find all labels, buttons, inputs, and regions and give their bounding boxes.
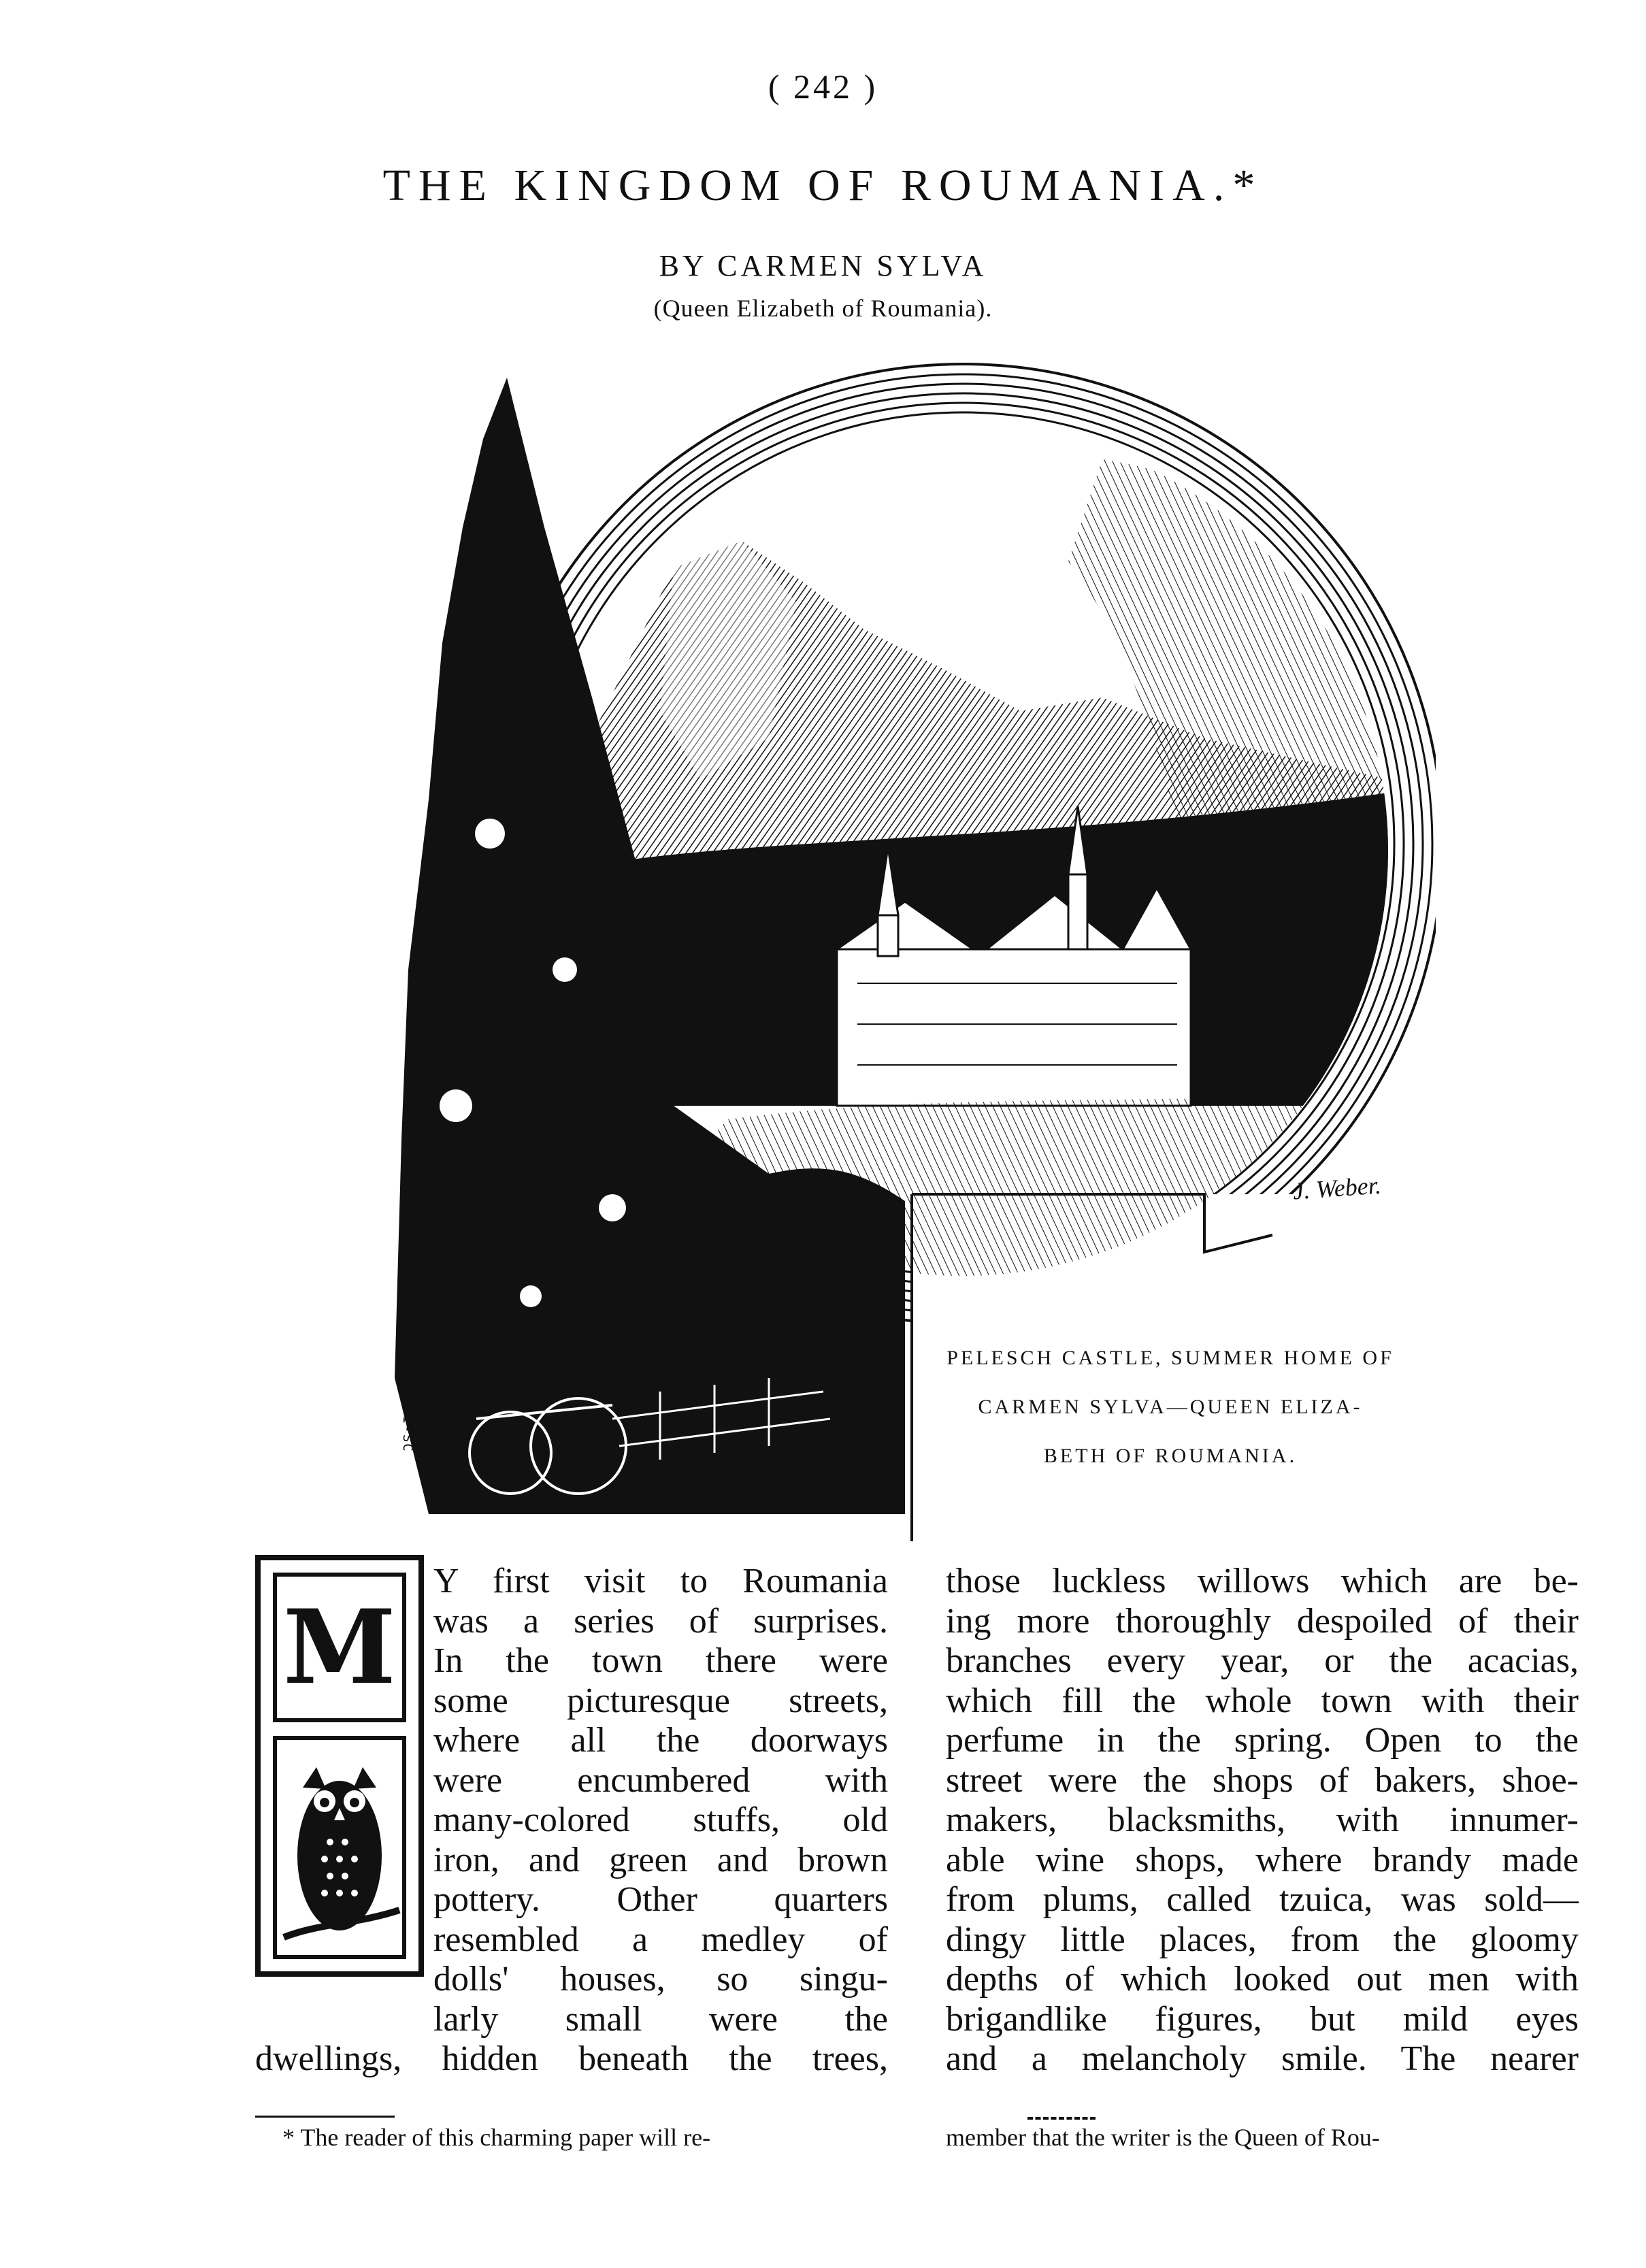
- text-line: brigandlike figures, but mild eyes: [946, 1999, 1579, 2039]
- footnote-left: * The reader of this charming paper will re-: [282, 2124, 711, 2151]
- body-column-right: [946, 1562, 1579, 2080]
- text-line: branches every year, or the acacias,: [946, 1641, 1579, 1680]
- text-line: ing more thoroughly despoiled of their: [946, 1601, 1579, 1641]
- text-line: dingy little places, from the gloomy: [946, 1920, 1579, 1959]
- text-line: dolls' houses, so singu-: [433, 1960, 888, 1999]
- caption-line: PELESCH CASTLE, SUMMER HOME OF: [947, 1347, 1394, 1369]
- artist-signature: J. Weber.: [1291, 1171, 1382, 1205]
- byline-subtitle: (Queen Elizabeth of Roumania).: [653, 295, 993, 322]
- footnote-rule: [255, 2116, 395, 2118]
- caption-line: BETH OF ROUMANIA.: [1043, 1445, 1298, 1467]
- text-line: larly small were the: [433, 1999, 888, 2039]
- text-line: makers, blacksmiths, with innumer-: [946, 1801, 1579, 1839]
- footnote-right: member that the writer is the Queen of Rou-: [946, 2124, 1380, 2151]
- text-line: street were the shops of bakers, shoe-: [946, 1760, 1579, 1800]
- text-line: were encumbered with: [433, 1760, 888, 1800]
- byline: BY CARMEN SYLVA: [659, 249, 987, 282]
- text-line: which fill the whole town with their: [946, 1681, 1579, 1720]
- text-line: In the town there were: [433, 1641, 888, 1680]
- footnote-rule: [1027, 2117, 1096, 2120]
- text-line: some picturesque streets,: [433, 1681, 888, 1720]
- drop-cap-letter: M: [273, 1573, 406, 1722]
- article-title: THE KINGDOM OF ROUMANIA.*: [382, 161, 1264, 210]
- caption-line: CARMEN SYLVA—QUEEN ELIZA-: [978, 1396, 1363, 1418]
- text-line: many-colored stuffs, old: [433, 1801, 888, 1839]
- text-line: pottery. Other quarters: [433, 1880, 888, 1919]
- text-line: from plums, called tzuica, was sold—: [946, 1880, 1579, 1919]
- text-line: and a melancholy smile. The nearer: [946, 2039, 1579, 2078]
- text-line: iron, and green and brown: [433, 1840, 888, 1879]
- text-line: Y first visit to Roumania: [433, 1562, 888, 1600]
- text-line: depths of which looked out men with: [946, 1960, 1579, 1999]
- text-line: was a series of surprises.: [433, 1601, 888, 1641]
- page-number: ( 242 ): [768, 67, 878, 105]
- text-line: resembled a medley of: [433, 1920, 888, 1959]
- text-line: where all the doorways: [433, 1721, 888, 1760]
- text-line: perfume in the spring. Open to the: [946, 1721, 1579, 1760]
- illustration-caption: [912, 1334, 1429, 1481]
- text-line: able wine shops, where brandy made: [946, 1840, 1579, 1879]
- body-column-left: [255, 1562, 888, 2080]
- engraver-credit: DELL FOSSI-SC: [400, 1334, 415, 1453]
- text-line: those luckless willows which are be-: [946, 1562, 1579, 1600]
- text-line: dwellings, hidden beneath the trees,: [255, 2039, 888, 2078]
